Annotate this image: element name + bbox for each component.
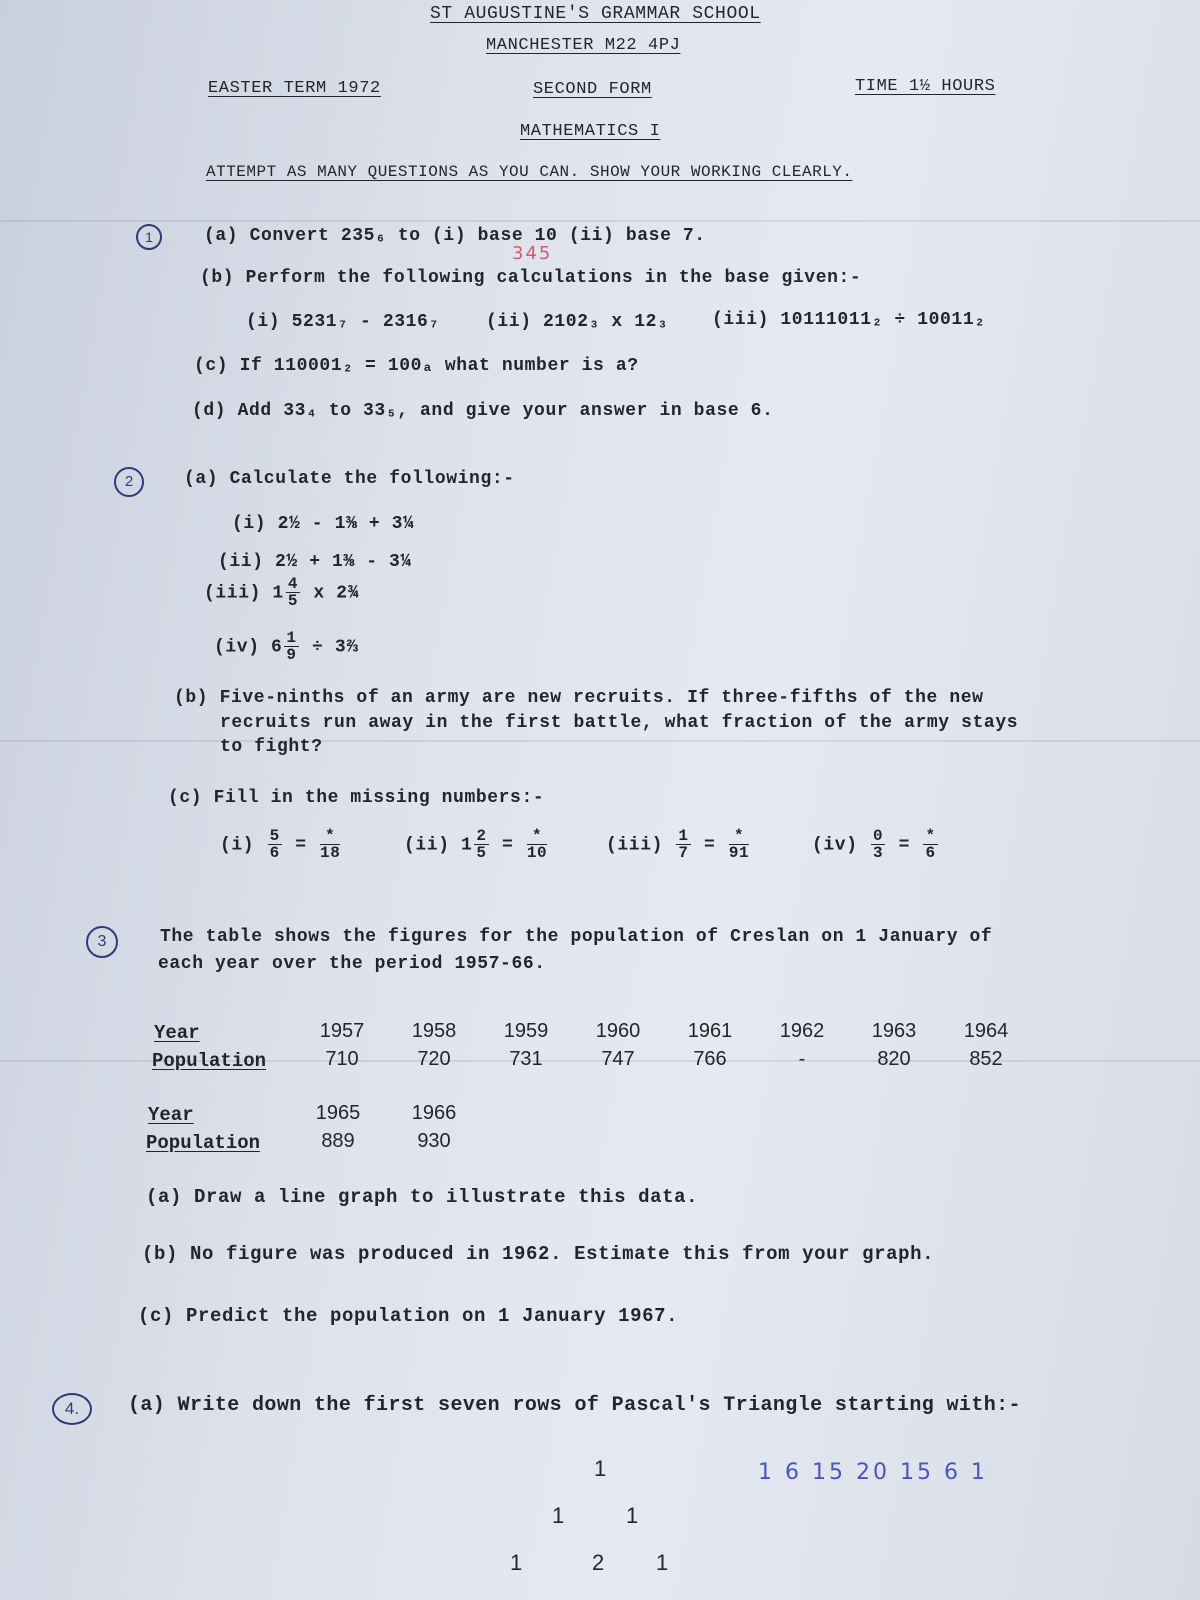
- numerator: 4: [287, 575, 299, 593]
- pascal-entry: 1: [552, 1503, 565, 1528]
- fill-item-label: (i): [220, 835, 255, 856]
- fraction: [729, 828, 749, 861]
- year-cell: 1964: [963, 1020, 1009, 1042]
- numerator: *: [527, 828, 547, 845]
- fraction: [527, 828, 547, 861]
- q3-intro-line1: The table shows the figures for the population of Creslan on 1 January of: [160, 927, 993, 947]
- year-cell: 1960: [595, 1020, 641, 1042]
- population-cell: 766: [693, 1048, 727, 1070]
- fill-item: [812, 828, 940, 861]
- pascal-entry: 1: [510, 1550, 523, 1575]
- paper-crease: [0, 220, 1200, 222]
- exam-term: EASTER TERM 1972: [208, 79, 381, 98]
- year-cell: 1961: [687, 1020, 733, 1042]
- question-number: 2: [114, 467, 144, 497]
- q2-part-b-line1: (b) Five-ninths of an army are new recruits. If three-fifths of the new: [174, 688, 984, 708]
- denominator: 91: [728, 844, 750, 862]
- q2-part-c: (c) Fill in the missing numbers:-: [168, 788, 545, 808]
- population-cell: 930: [417, 1130, 451, 1152]
- exam-subject: MATHEMATICS I: [520, 122, 661, 141]
- whole-number: 1: [461, 835, 473, 856]
- population-cell: 852: [969, 1048, 1003, 1070]
- population-cell: 747: [601, 1048, 635, 1070]
- population-cell: 889: [321, 1130, 355, 1152]
- population-cell: -: [798, 1048, 806, 1070]
- fraction: [923, 828, 937, 861]
- numerator: 5: [269, 827, 280, 845]
- denominator: 9: [286, 646, 297, 664]
- numerator: 1: [286, 629, 297, 647]
- q2-a-iv-rest: ÷ 3⅔: [312, 637, 358, 658]
- question-number: 4.: [52, 1393, 92, 1425]
- denominator: 18: [320, 844, 341, 862]
- year-label: Year: [154, 1022, 200, 1044]
- q1-b-i: (i) 5231₇ - 2316₇: [246, 312, 440, 332]
- population-cell: 710: [325, 1048, 359, 1070]
- denominator: 10: [526, 844, 548, 862]
- q2-a-iii-label: (iii) 1: [204, 583, 284, 604]
- q3-intro-line2: each year over the period 1957-66.: [158, 954, 546, 974]
- fraction: [676, 828, 690, 861]
- denominator: 5: [287, 592, 299, 610]
- school-name: ST AUGUSTINE'S GRAMMAR SCHOOL: [430, 4, 761, 24]
- population-cell: 820: [877, 1048, 911, 1070]
- exam-instruction: ATTEMPT AS MANY QUESTIONS AS YOU CAN. SHOW YOUR WORKING CLEARLY.: [206, 163, 853, 181]
- handwritten-answer: 1 6 15 20 15 6 1: [758, 1460, 988, 1485]
- paper-crease: [0, 740, 1200, 742]
- pascal-entry: 1: [656, 1550, 669, 1575]
- q2-a-iv: [214, 630, 358, 663]
- year-cell: 1959: [503, 1020, 549, 1042]
- population-table-row2: [146, 1100, 546, 1160]
- fraction: [320, 828, 340, 861]
- year-cell: 1963: [871, 1020, 917, 1042]
- population-label: Population: [146, 1132, 261, 1154]
- q2-a-iv-label: (iv) 6: [214, 637, 283, 658]
- year-cell: 1965: [315, 1102, 361, 1124]
- q1-part-c: (c) If 110001₂ = 100ₐ what number is a?: [194, 356, 639, 376]
- pascal-entry: 2: [592, 1550, 605, 1575]
- year-cell: 1962: [779, 1020, 825, 1042]
- q3-part-b: (b) No figure was produced in 1962. Estimate this from your graph.: [142, 1243, 935, 1265]
- q2-a-iii-rest: x 2¾: [313, 583, 360, 604]
- population-cell: 720: [417, 1048, 451, 1070]
- fill-item: [606, 828, 751, 861]
- numerator: 0: [873, 827, 884, 845]
- numerator: *: [925, 827, 936, 845]
- fraction: [284, 630, 298, 663]
- denominator: 5: [476, 844, 487, 862]
- pascal-entry: 1: [594, 1456, 607, 1481]
- q2-part-a: (a) Calculate the following:-: [184, 469, 515, 489]
- equals-sign: =: [898, 835, 911, 856]
- year-cell: 1957: [319, 1020, 365, 1042]
- population-cell: 731: [509, 1048, 543, 1070]
- pascal-entry: 1: [626, 1503, 639, 1528]
- year-cell: 1958: [411, 1020, 457, 1042]
- denominator: 6: [269, 844, 280, 862]
- fill-item-label: (ii): [404, 835, 450, 856]
- exam-form: SECOND FORM: [533, 80, 652, 99]
- q1-b-iii: (iii) 10111011₂ ÷ 10011₂: [712, 310, 986, 330]
- q3-part-a: (a) Draw a line graph to illustrate this data.: [146, 1186, 699, 1208]
- q1-part-d: (d) Add 33₄ to 33₅, and give your answer in base 6.: [192, 401, 774, 421]
- handwritten-answer: 345: [512, 243, 553, 264]
- year-cell: 1966: [411, 1102, 457, 1124]
- population-table-row1: [152, 1018, 1052, 1078]
- fraction: [286, 576, 300, 609]
- denominator: 3: [873, 844, 884, 862]
- q1-part-a: (a) Convert 235₆ to (i) base 10 (ii) base 7.: [204, 226, 706, 246]
- fraction: [474, 828, 488, 861]
- q1-part-b: (b) Perform the following calculations in the base given:-: [200, 268, 862, 288]
- numerator: *: [729, 828, 749, 845]
- fill-item-label: (iv): [812, 835, 858, 856]
- equals-sign: =: [502, 835, 514, 856]
- year-label: Year: [148, 1104, 194, 1126]
- fill-item-label: (iii): [606, 835, 664, 856]
- exam-time: TIME 1½ HOURS: [855, 77, 996, 96]
- q2-a-i: (i) 2½ - 1⅜ + 3¼: [232, 514, 415, 534]
- q2-a-ii: (ii) 2½ + 1⅜ - 3¼: [218, 552, 412, 572]
- fill-item: [404, 828, 549, 861]
- q2-part-b-line3: to fight?: [220, 737, 323, 757]
- q2-a-iii: [204, 576, 359, 609]
- numerator: *: [320, 828, 340, 845]
- numerator: 2: [476, 827, 487, 845]
- q3-part-c: (c) Predict the population on 1 January 1967.: [138, 1305, 679, 1327]
- fraction: [268, 828, 282, 861]
- denominator: 7: [678, 844, 689, 862]
- question-number: 1: [136, 224, 162, 250]
- fraction: [871, 828, 885, 861]
- denominator: 6: [925, 844, 936, 862]
- numerator: 1: [678, 827, 689, 845]
- population-label: Population: [152, 1050, 267, 1072]
- school-address: MANCHESTER M22 4PJ: [486, 36, 681, 55]
- equals-sign: =: [704, 835, 716, 856]
- question-number: 3: [86, 926, 118, 958]
- fill-item: [220, 828, 342, 861]
- q1-b-ii: (ii) 2102₃ x 12₃: [486, 312, 669, 332]
- q4-part-a: (a) Write down the first seven rows of Pascal's Triangle starting with:-: [128, 1394, 1021, 1417]
- q2-part-b-line2: recruits run away in the first battle, what fraction of the army stays: [220, 713, 1019, 733]
- equals-sign: =: [295, 835, 307, 856]
